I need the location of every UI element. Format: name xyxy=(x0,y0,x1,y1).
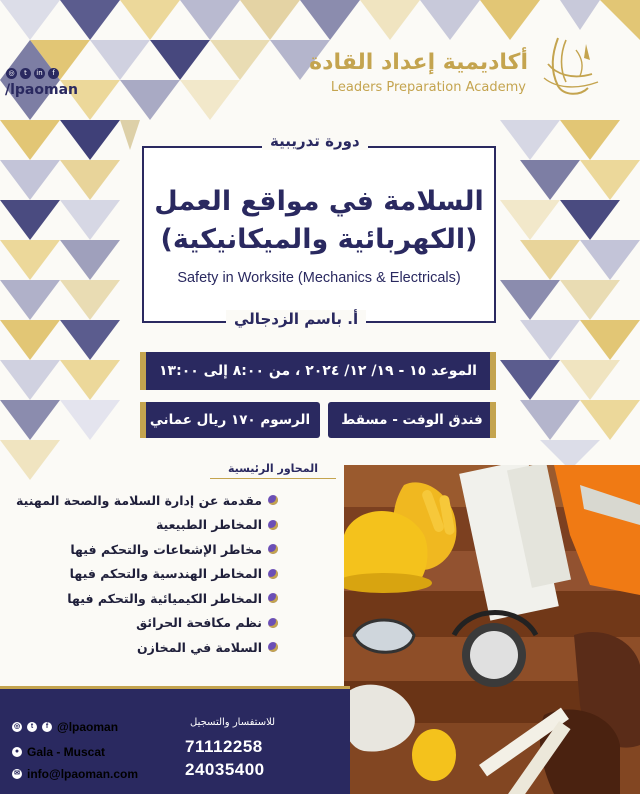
academy-name-en: Leaders Preparation Academy xyxy=(330,80,526,95)
location-text: فندق الوفت - مسقط xyxy=(341,412,483,428)
topics-list xyxy=(0,488,278,660)
list-item: مقدمة عن إدارة السلامة والصحة المهنية xyxy=(0,488,278,513)
location-bar xyxy=(328,402,496,438)
course-title-ar-line2: (الكهربائية والميكانيكية) xyxy=(160,224,478,255)
bar-accent-right xyxy=(490,352,496,390)
phone-number-1[interactable]: 71112258 xyxy=(185,737,263,756)
footer-email xyxy=(12,767,138,781)
fee-text: الرسوم ١٧٠ ريال عماني xyxy=(149,412,311,428)
footer-gold-line xyxy=(0,686,350,689)
bullet-icon xyxy=(268,569,278,579)
instagram-icon[interactable]: ◎ xyxy=(6,68,17,79)
facebook-icon[interactable]: f xyxy=(48,68,59,79)
list-item: المخاطر الهندسية والتحكم فيها xyxy=(0,562,278,587)
location-pin-icon: ● xyxy=(12,747,22,757)
trainer-name: أ. باسم الزدجالي xyxy=(226,310,366,328)
list-item: المخاطر الكيميائية والتحكم فيها xyxy=(0,586,278,611)
header-handle: /lpaoman xyxy=(5,82,79,98)
bar-accent-right xyxy=(490,402,496,438)
footer-location xyxy=(12,745,105,759)
instagram-icon[interactable]: ◎ xyxy=(13,723,21,730)
list-item: مخاطر الإشعاعات والتحكم فيها xyxy=(0,537,278,562)
footer-email-text[interactable]: info@lpaoman.com xyxy=(27,767,139,781)
twitter-icon[interactable]: t xyxy=(27,722,37,732)
contact-label: للاستفسار والتسجيل xyxy=(190,717,276,728)
linkedin-icon[interactable]: in xyxy=(34,68,45,79)
bar-accent-left xyxy=(140,352,146,390)
bullet-icon xyxy=(268,642,278,652)
bar-accent-left xyxy=(140,402,146,438)
topics-heading: المحاور الرئيسية xyxy=(227,462,318,475)
bullet-icon xyxy=(268,544,278,554)
course-title-ar-line1: السلامة في مواقع العمل xyxy=(154,186,484,217)
safety-equipment-photo xyxy=(344,465,640,794)
footer-social xyxy=(12,720,118,734)
course-title-en: Safety in Worksite (Mechanics & Electricals) xyxy=(177,270,461,286)
facebook-icon[interactable]: f xyxy=(42,722,52,732)
list-item: السلامة في المخازن xyxy=(0,635,278,660)
email-icon: ✉ xyxy=(12,769,22,779)
footer-location-text: Gala - Muscat xyxy=(27,745,106,759)
bullet-icon xyxy=(268,593,278,603)
academy-name-ar: أكاديمية إعداد القادة xyxy=(309,50,528,75)
twitter-icon[interactable]: t xyxy=(20,68,31,79)
list-item: المخاطر الطبيعية xyxy=(0,513,278,538)
academy-logo-icon xyxy=(536,30,608,102)
bullet-icon xyxy=(268,495,278,505)
course-title-card xyxy=(142,146,496,323)
date-time-text: الموعد ١٥ - ١٩/ ١٢/ ٢٠٢٤ ، من ٨:٠٠ إلى ١٣:٠٠ xyxy=(159,363,477,379)
bullet-icon xyxy=(268,618,278,628)
phone-number-2[interactable]: 24035400 xyxy=(185,760,265,779)
fee-bar xyxy=(140,402,320,438)
date-time-bar xyxy=(140,352,496,390)
header-social-icons xyxy=(6,68,59,79)
footer-social-handle[interactable]: @lpaoman xyxy=(57,720,119,734)
list-item: نظم مكافحة الحرائق xyxy=(0,611,278,636)
bullet-icon xyxy=(268,520,278,530)
course-type-label: دورة تدريبية xyxy=(262,132,368,150)
